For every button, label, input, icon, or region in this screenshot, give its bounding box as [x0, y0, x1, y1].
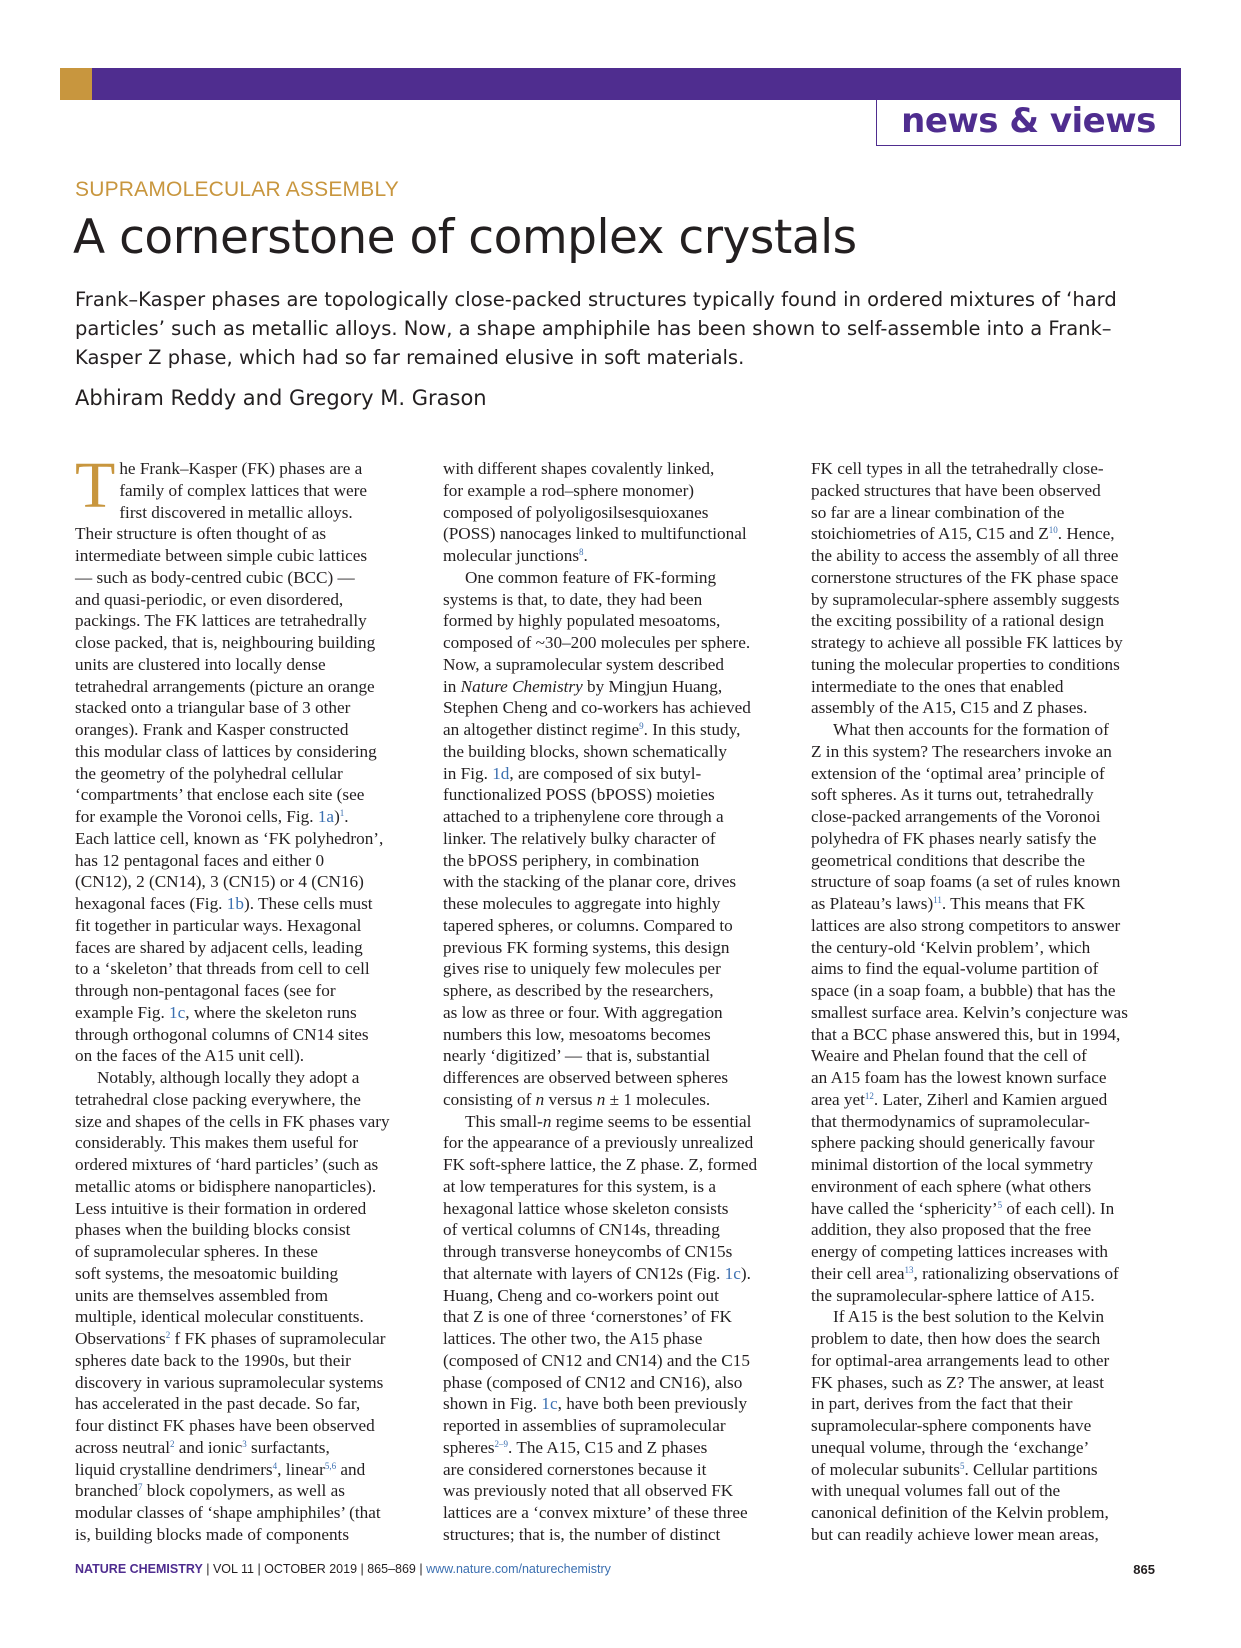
body-text-line: hexagonal faces (Fig. 1b). These cells must [75, 894, 373, 913]
body-text-line: If A15 is the best solution to the Kelvin [833, 1307, 1105, 1327]
body-text-line: for example a rod–sphere monomer) [443, 480, 695, 500]
header-accent-block [60, 68, 92, 100]
body-text-line: on the faces of the A15 unit cell). [75, 1046, 305, 1066]
body-text-line: One common feature of FK-forming [465, 567, 717, 587]
body-text-line: an altogether distinct regime$^9$. In this study, [443, 720, 741, 739]
body-text-line: that Z is one of three ‘cornerstones’ of FK [443, 1307, 732, 1327]
body-text-line: spheres date back to the 1990s, but their [75, 1350, 351, 1370]
body-text-line: lattices. The other two, the A15 phase [443, 1329, 703, 1348]
body-text-line: ‘compartments’ that enclose each site (see [75, 785, 365, 805]
emphasis-text: n [596, 1089, 606, 1109]
body-text-line: branched$^7$ block copolymers, as well as [75, 1481, 345, 1501]
body-text-line: canonical definition of the Kelvin problem, [811, 1503, 1109, 1522]
article-kicker: SUPRAMOLECULAR ASSEMBLY [75, 178, 399, 201]
body-text-line: Observations$^2$ f FK phases of supramolecular [75, 1329, 386, 1348]
figure-reference-link[interactable]: 1a [317, 807, 335, 826]
body-text-line: this modular class of lattices by considering [75, 741, 377, 761]
body-text-line: of molecular subunits$^5$. Cellular partitions [811, 1459, 1098, 1479]
footer-journal-link[interactable]: www.nature.com/naturechemistry [426, 1562, 611, 1576]
body-text-line: intermediate to the ones that enabled [811, 676, 1064, 696]
body-text-line: FK soft-sphere lattice, the Z phase. Z, formed [443, 1155, 758, 1174]
body-text-line: that thermodynamics of supramolecular- [811, 1111, 1090, 1131]
body-text-line: FK cell types in all the tetrahedrally close- [811, 459, 1104, 478]
body-text-line: structures; that is, the number of distinct [443, 1524, 721, 1544]
citation-reference[interactable]: 5,6 [324, 1460, 337, 1471]
article-title: A cornerstone of complex crystals [73, 210, 857, 265]
body-text-line: soft systems, the mesoatomic building [75, 1263, 339, 1283]
citation-reference[interactable]: 9 [639, 721, 644, 731]
citation-reference[interactable]: 2–9 [494, 1438, 509, 1449]
body-text-line: units are clustered into locally dense [75, 654, 326, 674]
citation-reference[interactable]: 8 [579, 547, 584, 557]
body-text-line: Less intuitive is their formation in ordered [75, 1198, 367, 1218]
body-text-line: (POSS) nanocages linked to multifunctional [443, 524, 747, 544]
citation-reference[interactable]: 12 [864, 1090, 874, 1101]
body-text-line: so far are a linear combination of the [811, 502, 1065, 522]
body-text-line: Their structure is often thought of as [75, 524, 327, 544]
drop-cap: T [75, 449, 116, 522]
emphasis-text: n [542, 1111, 552, 1131]
citation-reference[interactable]: 10 [1048, 525, 1058, 536]
body-text-line: that alternate with layers of CN12s (Fig. 1c). [443, 1263, 751, 1283]
body-text-line: an A15 foam has the lowest known surface [811, 1068, 1107, 1087]
body-text-line: with unequal volumes fall out of the [811, 1481, 1061, 1501]
figure-reference-link[interactable]: 1d [492, 763, 510, 783]
citation-reference[interactable]: 11 [933, 895, 942, 905]
body-text-line: geometrical conditions that describe the [811, 850, 1085, 870]
body-text-line: smallest surface area. Kelvin’s conjecture was [811, 1002, 1128, 1022]
body-text-line: and quasi-periodic, or even disordered, [75, 589, 344, 609]
emphasis-text: Nature Chemistry [460, 676, 583, 696]
body-text-line: that a BCC phase answered this, but in 1994, [811, 1024, 1121, 1044]
body-text-line: has 12 pentagonal faces and either 0 [75, 850, 325, 870]
body-text-line: example Fig. 1c, where the skeleton runs [75, 1002, 357, 1022]
body-text-line: space (in a soap foam, a bubble) that has the [811, 981, 1116, 1000]
body-column-2 [443, 458, 790, 1546]
body-text-line: their cell area$^{13}$, rationalizing observations of [811, 1263, 1119, 1283]
body-column-1 [75, 449, 422, 1546]
body-text-line: shown in Fig. 1c, have both been previously [443, 1394, 748, 1414]
body-text-line: molecular junctions$^8$. [443, 546, 588, 565]
body-text-line: (CN12), 2 (CN14), 3 (CN15) or 4 (CN16) [75, 872, 364, 892]
body-text-line: ordered mixtures of ‘hard particles’ (such as [75, 1155, 379, 1174]
body-text-line: with different shapes covalently linked, [443, 459, 715, 478]
body-text-line: assembly of the A15, C15 and Z phases. [811, 698, 1088, 718]
body-text-line: oranges). Frank and Kasper constructed [75, 720, 349, 739]
body-text-line: tuning the molecular properties to conditions [811, 654, 1120, 674]
body-text-line: composed of polyoligosilsesquioxanes [443, 502, 709, 522]
body-text-line: discovery in various supramolecular systems [75, 1372, 384, 1392]
body-text-line: Each lattice cell, known as ‘FK polyhedron’, [75, 828, 384, 848]
body-text-line: reported in assemblies of supramolecular [443, 1416, 726, 1435]
body-text-line: problem to date, then how does the search [811, 1329, 1101, 1348]
body-text-line: in part, derives from the fact that their [811, 1394, 1073, 1414]
body-text-line: the building blocks, shown schematically [443, 741, 728, 761]
body-text-line: considerably. This makes them useful for [75, 1133, 359, 1153]
body-text-line: lattices are a ‘convex mixture’ of these three [443, 1503, 748, 1522]
body-text-line: but can readily achieve lower mean areas, [811, 1524, 1099, 1544]
body-text-line: close-packed arrangements of the Voronoi [811, 807, 1101, 826]
body-text-line: environment of each sphere (what others [811, 1176, 1092, 1196]
body-text-line: the supramolecular-sphere lattice of A15. [811, 1285, 1095, 1305]
body-text-line: phases when the building blocks consist [75, 1220, 351, 1240]
citation-reference[interactable]: 13 [904, 1264, 914, 1275]
citation-reference[interactable]: 5 [959, 1460, 965, 1471]
body-text-line: FK phases, such as Z? The answer, at least [811, 1372, 1105, 1392]
body-text-line: modular classes of ‘shape amphiphiles’ (that [75, 1503, 381, 1522]
body-text-line: area yet$^{12}$. Later, Ziherl and Kamien argued [811, 1089, 1108, 1109]
body-text-line: the bPOSS periphery, in combination [443, 850, 700, 870]
body-text-line: the geometry of the polyhedral cellular [75, 763, 343, 783]
citation-reference[interactable]: 3 [242, 1438, 247, 1449]
body-text-line: tetrahedral close packing everywhere, the [75, 1089, 361, 1109]
body-text-line: (composed of CN12 and CN14) and the C15 [443, 1350, 750, 1370]
body-text-line: with the stacking of the planar core, drives [443, 872, 737, 892]
body-text-line: sphere, as described by the researchers, [443, 981, 714, 1000]
citation-reference[interactable]: 1 [339, 808, 345, 818]
body-text-line: addition, they also proposed that the free [811, 1220, 1092, 1240]
figure-reference-link[interactable]: 1c [724, 1263, 741, 1283]
body-text-line: these molecules to aggregate into highly [443, 894, 721, 913]
body-text-line: in Nature Chemistry by Mingjun Huang, [443, 676, 723, 696]
body-text-line: close packed, that is, neighbouring building [75, 633, 376, 652]
body-text-line: metallic atoms or bidisphere nanoparticles). [75, 1176, 377, 1196]
article-authors: Abhiram Reddy and Gregory M. Grason [75, 386, 487, 410]
body-text-line: stacked onto a triangular base of 3 other [75, 698, 351, 718]
body-text-line: the century-old ‘Kelvin problem’, which [811, 937, 1091, 957]
body-text-line: as Plateau’s laws)$^{11}$. This means that FK [811, 894, 1086, 913]
body-text-line: in Fig. 1d, are composed of six butyl- [443, 763, 702, 783]
body-text-line: is, building blocks made of components [75, 1524, 350, 1544]
body-text-line: family of complex lattices that were [119, 480, 368, 500]
body-text-line: units are themselves assembled from [75, 1285, 328, 1305]
emphasis-text: n [535, 1089, 545, 1109]
body-text-line: through transverse honeycombs of CN15s [443, 1242, 733, 1261]
body-text-line: structure of soap foams (a set of rules known [811, 872, 1121, 892]
body-text-line: Weaire and Phelan found that the cell of [811, 1046, 1087, 1066]
body-text-line: extension of the ‘optimal area’ principle of [811, 763, 1105, 783]
body-text-line: systems is that, to date, they had been [443, 589, 703, 609]
body-text-line: by supramolecular-sphere assembly suggests [811, 589, 1120, 609]
body-text-line: packed structures that have been observed [811, 480, 1101, 500]
body-text-line: the ability to access the assembly of all three [811, 546, 1119, 565]
citation-reference[interactable]: 4 [272, 1460, 278, 1471]
figure-reference-link[interactable]: 1b [226, 894, 244, 913]
body-text-line: of supramolecular spheres. In these [75, 1242, 318, 1261]
body-text-line: fit together in particular ways. Hexagonal [75, 915, 362, 935]
body-text-line: unequal volume, through the ‘exchange’ [811, 1437, 1090, 1457]
body-text-line: size and shapes of the cells in FK phases vary [75, 1111, 390, 1131]
body-text-line: What then accounts for the formation of [833, 720, 1109, 739]
body-text-line: sphere packing should generically favour [811, 1133, 1095, 1153]
body-text-line: strategy to achieve all possible FK lattices by [811, 633, 1123, 652]
body-text-line: faces are shared by adjacent cells, leading [75, 937, 363, 957]
body-text-line: of vertical columns of CN14s, threading [443, 1220, 720, 1240]
body-text-line: through non-pentagonal faces (see for [75, 981, 336, 1000]
body-text-line: polyhedra of FK phases nearly satisfy the [811, 828, 1097, 848]
body-text-line: as low as three or four. With aggregation [443, 1002, 723, 1022]
citation-reference[interactable]: 5 [997, 1199, 1003, 1210]
citation-reference[interactable]: 7 [138, 1482, 143, 1493]
page-number: 865 [1133, 1562, 1155, 1577]
body-text-line: Z in this system? The researchers invoke an [811, 741, 1112, 761]
header-bar [92, 68, 1181, 100]
body-text-line: for the appearance of a previously unrealized [443, 1133, 754, 1153]
body-text-line: through orthogonal columns of CN14 sites [75, 1024, 369, 1044]
body-text-line: hexagonal lattice whose skeleton consists [443, 1198, 729, 1218]
body-text-line: This small-n regime seems to be essential [465, 1111, 752, 1131]
body-text-line: at low temperatures for this system, is a [443, 1176, 717, 1196]
body-text-line: packings. The FK lattices are tetrahedrally [75, 611, 367, 631]
body-text-line: soft spheres. As it turns out, tetrahedrally [811, 785, 1094, 805]
section-label: news & views [876, 100, 1181, 146]
page-footer [75, 1562, 1155, 1576]
citation-reference[interactable]: 2 [169, 1438, 175, 1449]
body-text-line: have called the ‘sphericity’$^5$ of each cell). In [811, 1198, 1115, 1218]
body-text-line: Huang, Cheng and co-workers point out [443, 1285, 719, 1305]
body-text-line: energy of competing lattices increases with [811, 1242, 1109, 1261]
body-text-line: numbers this low, mesoatoms becomes [443, 1024, 711, 1044]
body-text-line: minimal distortion of the local symmetry [811, 1155, 1094, 1174]
body-text-line: tapered spheres, or columns. Compared to [443, 915, 733, 935]
body-text-line: attached to a triphenylene core through a [443, 807, 724, 826]
footer-issue-info: | VOL 11 | OCTOBER 2019 | 865–869 | [202, 1562, 427, 1576]
body-text-line: across neutral$^2$ and ionic$^3$ surfactants, [75, 1437, 330, 1457]
body-text-line: supramolecular-sphere components have [811, 1416, 1092, 1435]
body-text-line: nearly ‘digitized’ — that is, substantial [443, 1046, 710, 1066]
body-text-line: composed of ~30–200 molecules per sphere. [443, 633, 751, 652]
body-text-line: Notably, although locally they adopt a [97, 1068, 360, 1087]
body-text-line: first discovered in metallic alloys. [119, 502, 353, 522]
body-text-line: Now, a supramolecular system described [443, 654, 724, 674]
body-text-line: formed by highly populated mesoatoms, [443, 611, 721, 631]
body-text-line: gives rise to uniquely few molecules per [443, 959, 721, 979]
body-text-line: the exciting possibility of a rational design [811, 611, 1105, 631]
body-text-line: spheres$^{2-9}$. The A15, C15 and Z phases [443, 1437, 708, 1457]
body-text-line: linker. The relatively bulky character of [443, 828, 716, 848]
body-text-line: previous FK forming systems, this design [443, 937, 730, 957]
body-text-line: functionalized POSS (bPOSS) moieties [443, 785, 715, 805]
body-text-line: to a ‘skeleton’ that threads from cell to cell [75, 959, 370, 979]
body-text-line: differences are observed between spheres [443, 1068, 729, 1087]
body-text-line: intermediate between simple cubic lattices [75, 546, 368, 565]
figure-reference-link[interactable]: 1c [169, 1002, 186, 1022]
body-text-line: liquid crystalline dendrimers$^4$, linear$^{5,6}$ and [75, 1459, 366, 1479]
body-text-line: has accelerated in the past decade. So far, [75, 1394, 361, 1414]
citation-reference[interactable]: 2 [165, 1330, 171, 1340]
body-text-line: — such as body-centred cubic (BCC) — [75, 567, 355, 587]
body-text-line: are considered cornerstones because it [443, 1459, 707, 1479]
body-text-line: tetrahedral arrangements (picture an orange [75, 676, 375, 696]
body-text-line: multiple, identical molecular constituents. [75, 1307, 364, 1327]
article-standfirst: Frank–Kasper phases are topologically close-packed structures typically found in ordered mixtures of ‘hard particles’ such as metallic alloys. Now, a shape amphiphile has been shown to self-assemble into a Frank–Kasper Z phase, which had so far remained elusive in soft materials. [75, 288, 1117, 369]
body-text-line: aims to find the equal-volume partition of [811, 959, 1099, 979]
body-text-line: cornerstone structures of the FK phase space [811, 567, 1119, 587]
body-text-line: was previously noted that all observed FK [443, 1481, 734, 1501]
body-text-line: stoichiometries of A15, C15 and Z$^{10}$. Hence, [811, 524, 1115, 544]
body-text-line: phase (composed of CN12 and CN16), also [443, 1372, 743, 1392]
body-column-3 [811, 458, 1158, 1546]
body-text-line: he Frank–Kasper (FK) phases are a [119, 459, 363, 478]
body-text-line: for optimal-area arrangements lead to other [811, 1350, 1110, 1370]
body-text-line: lattices are also strong competitors to answer [811, 915, 1121, 935]
footer-journal-name: NATURE CHEMISTRY [75, 1562, 203, 1576]
body-text-line: consisting of n versus n ± 1 molecules. [443, 1089, 711, 1109]
body-text-line: Stephen Cheng and co-workers has achieved [443, 698, 751, 718]
body-text-line: four distinct FK phases have been observed [75, 1416, 375, 1435]
figure-reference-link[interactable]: 1c [541, 1394, 558, 1414]
body-text-line: for example the Voronoi cells, Fig. 1a)$^1$. [75, 807, 349, 826]
